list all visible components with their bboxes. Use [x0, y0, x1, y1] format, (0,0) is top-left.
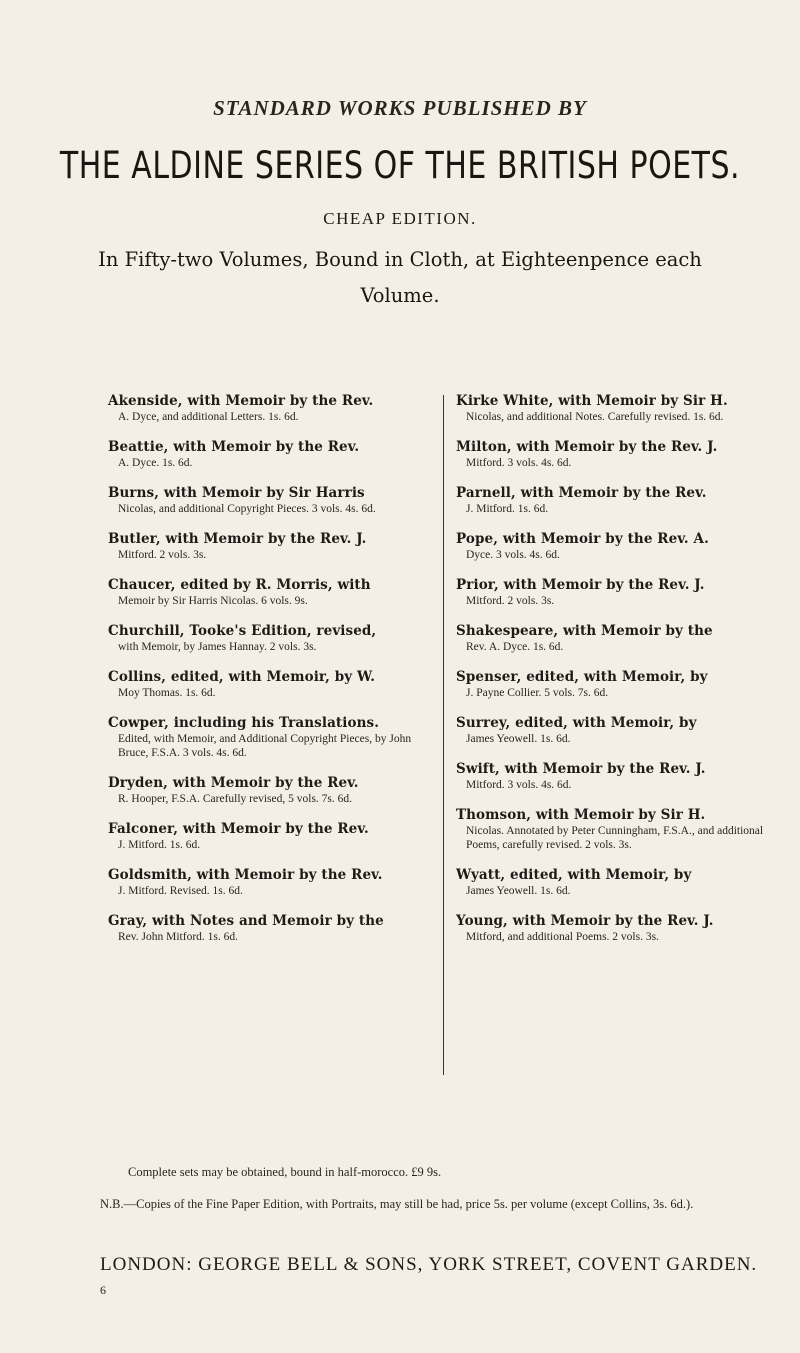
entry-heading: Prior, with Memoir by the Rev. J. [456, 577, 705, 593]
entry-heading: Spenser, edited, with Memoir, by [456, 669, 708, 685]
edition-label: CHEAP EDITION. [323, 209, 477, 228]
page-signature: 6 [100, 1283, 106, 1297]
catalogue-entry [456, 576, 791, 608]
entry-detail: J. Payne Collier. 5 vols. 7s. 6d. [466, 687, 609, 699]
catalogue-entry [108, 668, 443, 700]
column-divider [443, 395, 444, 1075]
catalogue-entry [108, 530, 443, 562]
entry-heading: Thomson, with Memoir by Sir H. [456, 807, 706, 823]
entry-detail: Nicolas. Annotated by Peter Cunningham, F.S.A., and additional Poems, carefully revised. 2 vols. 3s. [466, 825, 764, 851]
entry-detail: with Memoir, by James Hannay. 2 vols. 3s. [118, 641, 317, 653]
entry-detail: Rev. John Mitford. 1s. 6d. [118, 931, 239, 943]
entry-detail: Dyce. 3 vols. 4s. 6d. [466, 549, 560, 561]
entry-heading: Pope, with Memoir by the Rev. A. [456, 531, 709, 547]
entry-heading: Butler, with Memoir by the Rev. J. [108, 531, 367, 547]
catalogue-entry [108, 714, 443, 760]
catalogue-entry [108, 438, 443, 470]
entry-detail: Nicolas, and additional Copyright Pieces. 3 vols. 4s. 6d. [118, 503, 376, 515]
catalogue-entry [456, 912, 791, 944]
catalogue-entry [456, 438, 791, 470]
running-head: STANDARD WORKS PUBLISHED BY [213, 96, 587, 120]
catalogue-entry [108, 622, 443, 654]
entry-detail: Mitford. 3 vols. 4s. 6d. [466, 779, 572, 791]
complete-sets-note: Complete sets may be obtained, bound in half-morocco. £9 9s. [128, 1165, 442, 1179]
entry-heading: Dryden, with Memoir by the Rev. [108, 775, 359, 791]
entry-heading: Shakespeare, with Memoir by the [456, 623, 713, 639]
entry-detail: Mitford, and additional Poems. 2 vols. 3s. [466, 931, 659, 943]
catalogue-entry [456, 714, 791, 746]
catalogue-entry [456, 530, 791, 562]
catalogue-entry [456, 866, 791, 898]
catalogue-entry [108, 820, 443, 852]
catalogue-entry [108, 576, 443, 608]
entry-heading: Parnell, with Memoir by the Rev. [456, 485, 707, 501]
entry-detail: Memoir by Sir Harris Nicolas. 6 vols. 9s. [118, 595, 308, 607]
catalogue-entry [108, 866, 443, 898]
entry-heading: Surrey, edited, with Memoir, by [456, 715, 697, 731]
entry-heading: Beattie, with Memoir by the Rev. [108, 439, 360, 455]
entry-heading: Goldsmith, with Memoir by the Rev. [108, 867, 383, 883]
entry-heading: Falconer, with Memoir by the Rev. [108, 821, 369, 837]
entry-detail: James Yeowell. 1s. 6d. [466, 885, 571, 897]
entry-heading: Churchill, Tooke's Edition, revised, [108, 623, 377, 639]
catalogue-entry [108, 774, 443, 806]
catalogue-entry [108, 484, 443, 516]
entry-detail: A. Dyce, and additional Letters. 1s. 6d. [118, 411, 299, 423]
catalogue-entry [456, 484, 791, 516]
entry-heading: Cowper, including his Translations. [108, 715, 380, 731]
entry-detail: Mitford. 2 vols. 3s. [466, 595, 555, 607]
entry-heading: Wyatt, edited, with Memoir, by [456, 867, 692, 883]
entry-detail: Moy Thomas. 1s. 6d. [118, 687, 216, 699]
right-column [456, 392, 791, 958]
entry-heading: Chaucer, edited by R. Morris, with [108, 577, 371, 593]
entry-heading: Burns, with Memoir by Sir Harris [108, 485, 365, 501]
entry-detail: Rev. A. Dyce. 1s. 6d. [466, 641, 564, 653]
series-subtitle: In Fifty-two Volumes, Bound in Cloth, at Eighteenpence each Volume. [98, 248, 702, 307]
entry-detail: Nicolas, and additional Notes. Carefully revised. 1s. 6d. [466, 411, 724, 423]
entry-heading: Swift, with Memoir by the Rev. J. [456, 761, 706, 777]
catalogue-entry [456, 760, 791, 792]
catalogue-entry [108, 912, 443, 944]
catalogue-entry [456, 622, 791, 654]
entry-detail: Mitford. 3 vols. 4s. 6d. [466, 457, 572, 469]
catalogue-entry [456, 668, 791, 700]
entry-heading: Milton, with Memoir by the Rev. J. [456, 439, 718, 455]
entry-detail: J. Mitford. Revised. 1s. 6d. [118, 885, 243, 897]
entry-heading: Gray, with Notes and Memoir by the [108, 913, 384, 929]
entry-heading: Akenside, with Memoir by the Rev. [108, 393, 374, 409]
catalogue-entry [456, 392, 791, 424]
entry-detail: Mitford. 2 vols. 3s. [118, 549, 207, 561]
entry-detail: J. Mitford. 1s. 6d. [466, 503, 549, 515]
entry-heading: Kirke White, with Memoir by Sir H. [456, 393, 728, 409]
fine-paper-note: N.B.—Copies of the Fine Paper Edition, with Portraits, may still be had, price 5s. per volume (except Collins, 3s. 6d.). [100, 1197, 694, 1211]
catalogue-entry [456, 806, 791, 852]
entry-detail: Edited, with Memoir, and Additional Copyright Pieces, by John Bruce, F.S.A. 3 vols. 4s. 6d. [118, 733, 412, 759]
entry-detail: R. Hooper, F.S.A. Carefully revised, 5 vols. 7s. 6d. [118, 793, 353, 805]
entry-heading: Collins, edited, with Memoir, by W. [108, 669, 375, 685]
entry-heading: Young, with Memoir by the Rev. J. [456, 913, 714, 929]
left-column [108, 392, 443, 958]
entry-detail: A. Dyce. 1s. 6d. [118, 457, 193, 469]
entry-detail: James Yeowell. 1s. 6d. [466, 733, 571, 745]
publisher-imprint: LONDON: GEORGE BELL & SONS, YORK STREET, COVENT GARDEN. [100, 1254, 758, 1275]
catalogue-entry [108, 392, 443, 424]
entry-detail: J. Mitford. 1s. 6d. [118, 839, 201, 851]
series-title: THE ALDINE SERIES OF THE BRITISH POETS. [59, 144, 741, 188]
